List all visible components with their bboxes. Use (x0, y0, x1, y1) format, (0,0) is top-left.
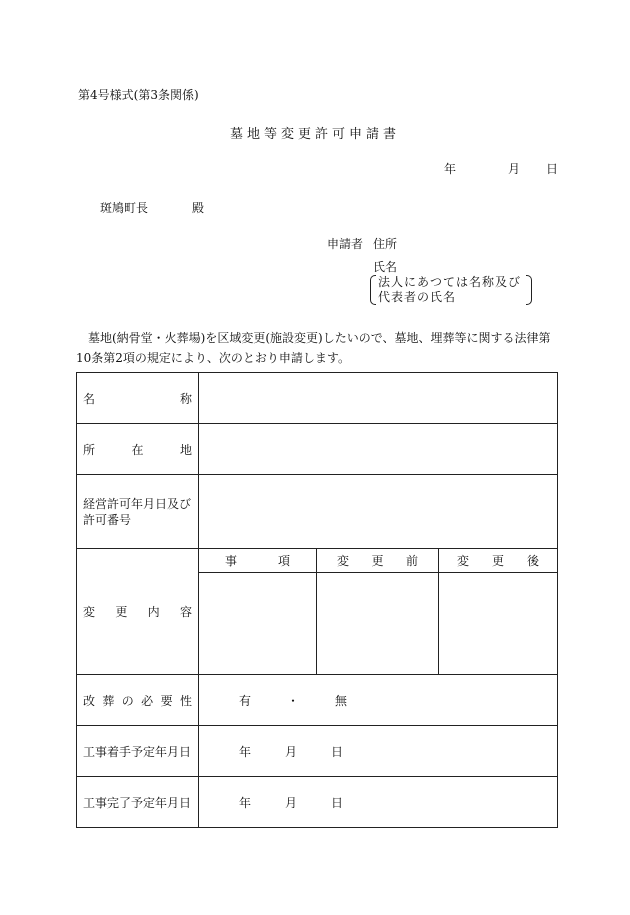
reburial-label-char: 性 (179, 693, 192, 708)
corporation-note-line-1: 法人にあつては名称及び (378, 275, 522, 289)
start-date-label: 工事着手予定年月日 (83, 744, 192, 759)
table-row-permit (77, 475, 558, 549)
reburial-label-char: の (121, 693, 134, 708)
date-month: 月 (508, 162, 521, 176)
date-day: 日 (546, 162, 559, 176)
start-month: 月 (285, 744, 298, 759)
addressee (100, 199, 204, 216)
reburial-label-char: 改 (83, 693, 96, 708)
start-day: 日 (331, 744, 344, 759)
start-year: 年 (239, 744, 252, 759)
location-label-cell (77, 424, 199, 475)
name-value-cell[interactable] (199, 373, 558, 424)
location-value-cell[interactable] (199, 424, 558, 475)
date-year: 年 (444, 162, 457, 176)
page-title: 墓地等変更許可申請書 (229, 127, 400, 142)
change-before-cell[interactable] (317, 573, 439, 675)
applicant-label: 申請者 (327, 237, 364, 251)
permit-label: 経営許可年月日及び許可番号 (83, 496, 192, 527)
col-after-char: 変 (457, 554, 470, 568)
col-header-before (317, 549, 439, 573)
change-label-char: 内 (147, 605, 160, 619)
name-label-cell (77, 373, 199, 424)
reburial-label-char: 要 (160, 693, 173, 708)
permit-value-cell[interactable] (199, 475, 558, 549)
table-row-start-date (77, 726, 558, 777)
change-label-char: 更 (115, 605, 128, 619)
change-label-char: 容 (179, 605, 192, 619)
corporation-note (370, 275, 528, 305)
name-label-char: 称 (179, 391, 192, 406)
end-date-label: 工事完了予定年月日 (83, 795, 192, 810)
table-row-name (77, 373, 558, 424)
col-after-char: 更 (492, 554, 505, 568)
col-header-after (439, 549, 558, 573)
application-table (76, 372, 558, 828)
table-row-change-header (77, 549, 558, 573)
location-label-char: 所 (83, 442, 96, 457)
col-item-char: 事 (225, 554, 238, 568)
end-day: 日 (331, 795, 344, 810)
table-row-location (77, 424, 558, 475)
location-label-char: 在 (131, 442, 144, 457)
col-before-char: 変 (337, 554, 350, 568)
col-before-char: 更 (371, 554, 384, 568)
left-bracket (370, 275, 376, 305)
col-before-char: 前 (405, 554, 418, 568)
change-after-cell[interactable] (439, 573, 558, 675)
change-label-char: 変 (83, 605, 96, 619)
start-date-value-cell[interactable] (199, 726, 558, 777)
reburial-separator: ・ (287, 693, 300, 708)
application-date (444, 160, 558, 177)
end-date-label-cell (77, 777, 199, 828)
reburial-value-cell[interactable] (199, 675, 558, 726)
name-label-char: 名 (83, 391, 96, 406)
location-label-char: 地 (179, 442, 192, 457)
permit-label-cell (77, 475, 199, 549)
reburial-label-cell (77, 675, 199, 726)
addressee-suffix: 殿 (192, 201, 205, 215)
start-date-label-cell (77, 726, 199, 777)
end-date-value-cell[interactable] (199, 777, 558, 828)
table-row-end-date (77, 777, 558, 828)
end-year: 年 (239, 795, 252, 810)
change-label-cell (77, 549, 199, 675)
addressee-name: 斑鳩町長 (100, 201, 149, 215)
reburial-label-char: 葬 (102, 693, 115, 708)
form-number: 第4号様式(第3条関係) (78, 88, 199, 102)
reburial-no-option[interactable]: 無 (335, 693, 348, 708)
application-body-text: 墓地(納骨堂・火葬場)を区域変更(施設変更)したいので、墓地、埋葬等に関する法律第10条第2項の規定により、次のとおり申請します。 (76, 331, 551, 365)
corporation-note-line-2: 代表者の氏名 (378, 290, 457, 304)
col-after-char: 後 (527, 554, 540, 568)
col-item-char: 項 (277, 554, 290, 568)
change-item-cell[interactable] (199, 573, 317, 675)
reburial-label-char: 必 (141, 693, 154, 708)
right-bracket (526, 275, 532, 305)
address-label: 住所 (373, 237, 398, 251)
table-row-reburial (77, 675, 558, 726)
name-label: 氏名 (373, 260, 398, 274)
col-header-item (199, 549, 317, 573)
end-month: 月 (285, 795, 298, 810)
reburial-yes-option[interactable]: 有 (239, 693, 252, 708)
